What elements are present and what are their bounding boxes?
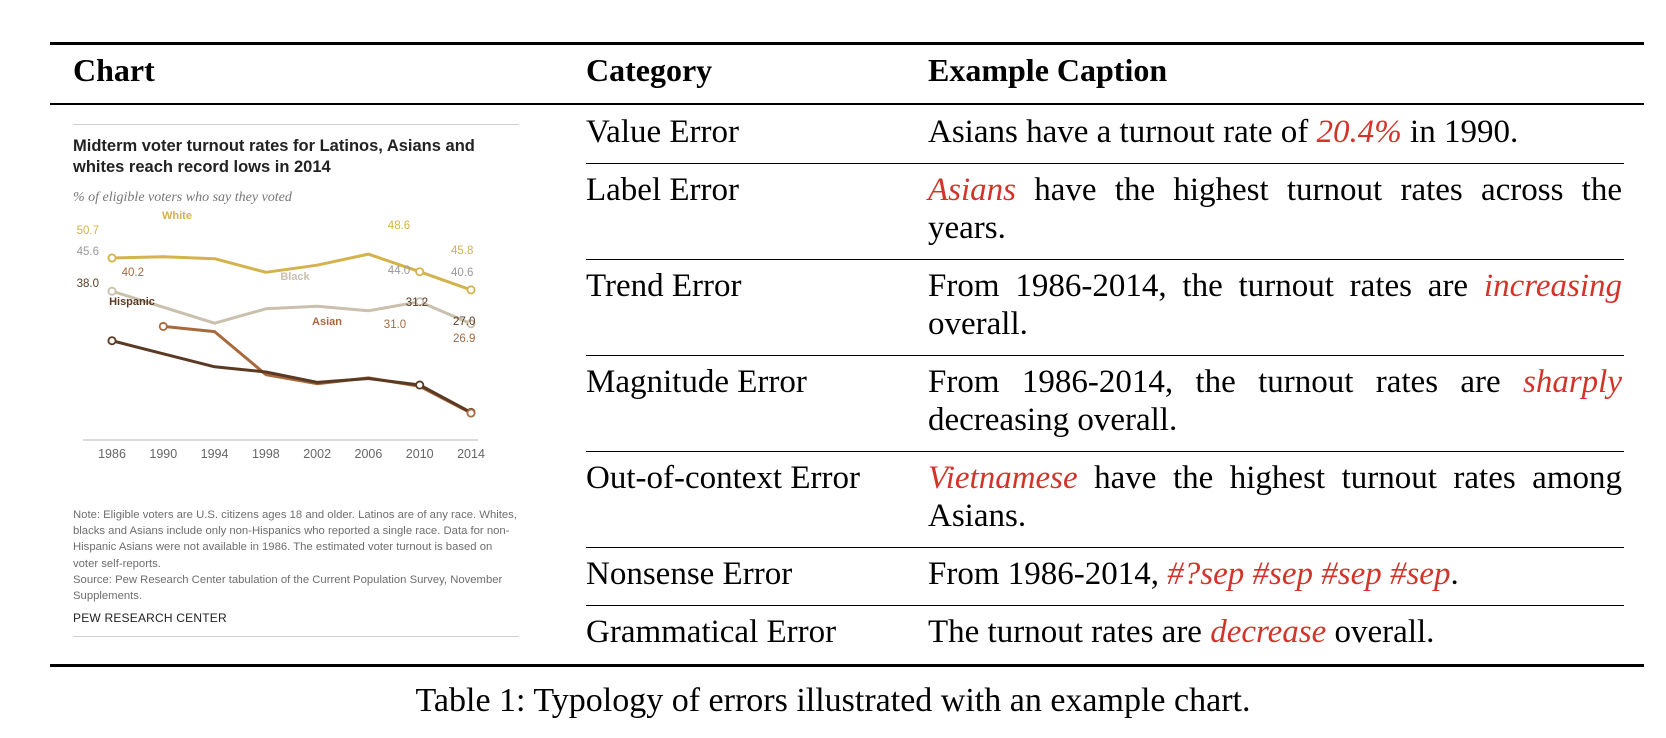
error-highlight: Asians [928,172,1017,208]
data-value-label: 38.0 [76,278,99,290]
point-marker-hispanic [416,381,423,388]
data-value-label: 27.0 [453,316,476,328]
table-header-rule [50,103,1644,105]
chart-title: Midterm voter turnout rates for Latinos, Asians and whites reach record lows in 2014 [73,137,475,176]
data-value-label: 45.8 [451,245,474,257]
header-category: Category [586,52,713,88]
point-marker-hispanic [108,337,115,344]
row-category: Label Error [586,172,739,208]
row-category: Value Error [586,114,740,150]
data-value-label: 50.7 [76,225,99,237]
table-row [586,549,1624,606]
point-marker-white [108,254,115,261]
series-label-asian: Asian [312,316,342,328]
row-category: Nonsense Error [586,556,793,592]
header-chart: Chart [73,52,155,88]
series-label-hispanic: Hispanic [109,296,155,308]
point-marker-white [467,286,474,293]
row-category: Out-of-context Error [586,460,860,496]
point-marker-white [416,268,423,275]
data-value-label: 26.9 [453,333,476,345]
row-category: Magnitude Error [586,364,807,400]
error-highlight: 20.4% [1316,114,1402,150]
point-marker-asian [160,323,167,330]
point-marker-black [108,288,115,295]
table-row [586,107,1624,164]
table-row [586,607,1624,663]
series-label-white: White [162,210,192,222]
table-row [586,165,1624,260]
series-line-asian [163,326,471,413]
row-caption: Asians have the highest turnout rates across the years. [928,172,1622,246]
row-category: Trend Error [586,268,742,304]
x-tick-label: 1998 [251,447,280,461]
x-tick-label: 1994 [200,447,229,461]
x-tick-label: 1990 [149,447,178,461]
data-value-label: 45.6 [76,246,99,258]
point-marker-asian [467,409,474,416]
x-tick-label: 2014 [457,447,485,461]
data-value-label: 40.6 [451,267,474,279]
table-row [586,453,1624,548]
header-example-caption: Example Caption [928,52,1168,88]
series-line-hispanic [112,341,471,413]
data-value-label: 48.6 [387,220,411,232]
x-tick-label: 2002 [303,447,332,461]
row-caption: Asians have a turnout rate of 20.4% in 1990. [928,114,1519,150]
table-row [586,261,1624,356]
error-highlight: increasing [1483,268,1622,304]
row-caption: Vietnamese have the highest turnout rates among Asians. [928,460,1622,534]
row-caption: The turnout rates are decrease overall. [928,614,1435,650]
error-highlight: Vietnamese [928,460,1078,496]
error-highlight: decrease [1210,614,1327,650]
example-chart [73,124,519,638]
table-bottom-rule [50,664,1644,667]
data-value-label: 31.0 [383,319,407,331]
chart-org-label: PEW RESEARCH CENTER [73,611,227,625]
data-value-label: 44.0 [387,265,411,277]
row-caption: From 1986-2014, the turnout rates are sharply decreasing overall. [928,364,1622,438]
data-value-label: 31.2 [405,297,429,309]
table-top-rule [50,42,1644,45]
row-caption: From 1986-2014, #?sep #sep #sep #sep. [928,556,1459,592]
error-highlight: #?sep #sep #sep #sep [1167,556,1451,592]
x-tick-label: 2010 [405,447,434,461]
chart-bottom-divider [73,636,519,637]
table-row [586,357,1624,452]
series-label-black: Black [280,271,310,283]
table-caption: Table 1: Typology of errors illustrated with an example chart. [415,682,1251,719]
data-value-label: 40.2 [121,267,144,279]
chart-subtitle: % of eligible voters who say they voted [73,190,292,205]
error-highlight: sharply [1523,364,1622,400]
x-tick-label: 2006 [354,447,383,461]
row-category: Grammatical Error [586,614,837,650]
row-caption: From 1986-2014, the turnout rates are increasing overall. [928,268,1622,342]
chart-note: Note: Eligible voters are U.S. citizens ages 18 and older. Latinos are of any race. Whites, blacks and Asians include only non-Hispanics who reported a single race. Data for non-Hispanic Asians were not available in 1986. The estimated voter turnout is based on voter self-reports. Source: Pew Research Center tabulation of the Current Population Survey, November Supplements. [73,509,517,603]
x-tick-label: 1986 [98,447,126,461]
